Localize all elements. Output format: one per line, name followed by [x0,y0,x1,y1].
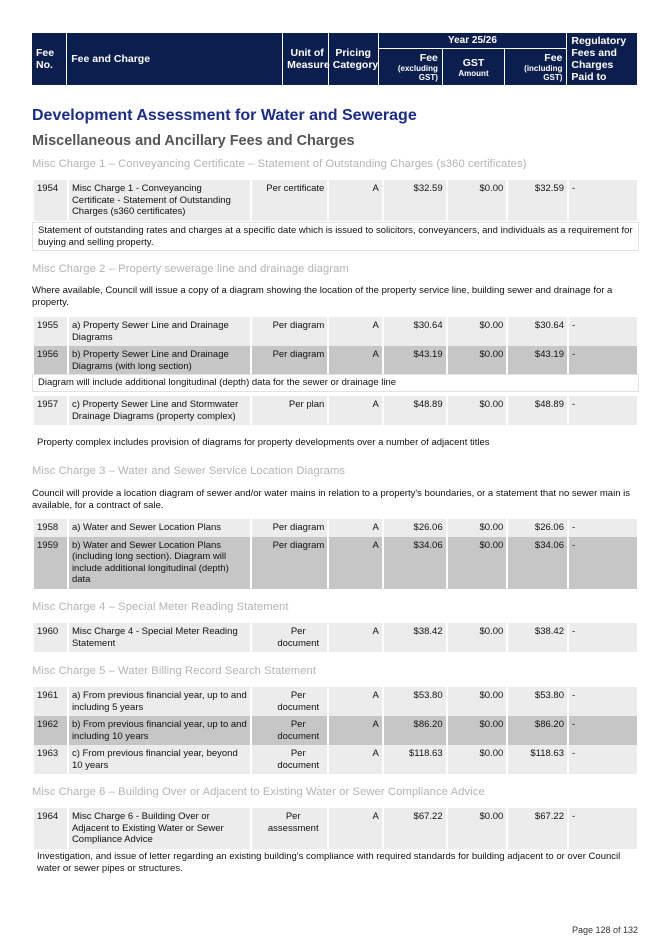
gst-amount: $0.00 [448,396,507,425]
fee-description: a) From previous financial year, up to and including 5 years [69,687,250,716]
regulatory-paid-to: - [569,346,637,375]
fee-excl-gst: $67.22 [384,808,446,849]
fee-description: b) Water and Sewer Location Plans (including long section). Diagram will include additional longitudinal (depth) data [69,537,250,589]
table-row [34,716,637,745]
fee-excl-gst: $26.06 [384,519,446,537]
charge-heading: Misc Charge 4 – Special Meter Reading Statement [32,601,289,613]
header-fee-and-charge: Fee and Charge [67,33,283,86]
fee-table [32,396,639,425]
fee-excl-gst: $32.59 [384,180,446,221]
pricing-category: A [329,808,382,849]
fee-incl-gst: $32.59 [508,180,567,221]
gst-amount: $0.00 [448,537,507,589]
gst-amount: $0.00 [448,687,507,716]
header-gst-label: GST [462,56,485,69]
charge-note: Statement of outstanding rates and charges at a specific date which is issued to solicitors, conveyancers, and individuals as a requirement for buying and selling property. [32,222,639,251]
fee-excl-gst: $48.89 [384,396,446,425]
sub-title: Miscellaneous and Ancillary Fees and Charges [32,133,355,149]
unit-of-measure: Per diagram [252,317,327,346]
fee-excl-gst: $86.20 [384,716,446,745]
fee-incl-gst: $26.06 [508,519,567,537]
unit-of-measure: Per document [252,745,327,774]
fee-excl-gst: $38.42 [384,623,446,652]
fee-description: Misc Charge 1 - Conveyancing Certificate - Statement of Outstanding Charges (s360 certificates) [69,180,250,221]
gst-amount: $0.00 [448,745,507,774]
pricing-category: A [329,745,382,774]
unit-of-measure: Per assessment [252,808,327,849]
fee-number: 1964 [34,808,67,849]
fee-description: a) Water and Sewer Location Plans [69,519,250,537]
unit-of-measure: Per document [252,623,327,652]
fee-incl-gst: $86.20 [508,716,567,745]
fee-number: 1963 [34,745,67,774]
fee-number: 1960 [34,623,67,652]
table-row [34,346,637,375]
unit-of-measure: Per diagram [252,346,327,375]
charge-intro: Where available, Council will issue a copy of a diagram showing the location of the property service line, building sewer and drainage for a property. [32,285,613,308]
header-fee-excl-label: Fee [419,52,438,64]
fee-incl-gst: $43.19 [508,346,567,375]
gst-amount: $0.00 [448,808,507,849]
regulatory-paid-to: - [569,519,637,537]
charge-note: Investigation, and issue of letter regarding an existing building's compliance with required standards for building adjacent to or over Council water or sewer pipes or structures. [37,851,621,874]
fee-excl-gst: $34.06 [384,537,446,589]
fee-incl-gst: $34.06 [508,537,567,589]
pricing-category: A [329,180,382,221]
page-number: Page 128 of 132 [571,925,638,935]
table-row [34,180,637,221]
header-gst-sub: Amount [458,68,489,78]
fee-table-header [31,32,638,86]
fee-description: b) Property Sewer Line and Drainage Diagrams (with long section) [69,346,250,375]
fee-number: 1957 [34,396,67,425]
fee-number: 1959 [34,537,67,589]
header-pricing-category: Pricing Category [328,33,378,86]
fee-description: c) From previous financial year, beyond 10 years [69,745,250,774]
regulatory-paid-to: - [569,687,637,716]
header-year: Year 25/26 [378,33,567,49]
pricing-category: A [329,716,382,745]
pricing-category: A [329,396,382,425]
unit-of-measure: Per diagram [252,519,327,537]
fee-description: Misc Charge 4 - Special Meter Reading Statement [69,623,250,652]
table-row [34,745,637,774]
fee-excl-gst: $118.63 [384,745,446,774]
regulatory-paid-to: - [569,180,637,221]
fee-description: a) Property Sewer Line and Drainage Diagrams [69,317,250,346]
fee-excl-gst: $43.19 [384,346,446,375]
pricing-category: A [329,623,382,652]
fee-excl-gst: $53.80 [384,687,446,716]
pricing-category: A [329,687,382,716]
fee-table [32,317,639,375]
fee-incl-gst: $48.89 [508,396,567,425]
regulatory-paid-to: - [569,808,637,849]
fee-incl-gst: $53.80 [508,687,567,716]
header-fee-incl-sub: (including GST) [524,64,563,82]
table-row [34,317,637,346]
gst-amount: $0.00 [448,346,507,375]
gst-amount: $0.00 [448,519,507,537]
header-fee-excl-sub: (excluding GST) [397,64,438,82]
charge-heading: Misc Charge 5 – Water Billing Record Search Statement [32,665,317,677]
fee-table [32,687,639,774]
charge-note: Property complex includes provision of diagrams for property developments over a number of adjacent titles [37,437,490,448]
table-row [34,396,637,425]
fee-number: 1958 [34,519,67,537]
fee-table [32,180,639,221]
pricing-category: A [329,346,382,375]
header-fee-excl [378,49,442,86]
fee-description: b) From previous financial year, up to and including 10 years [69,716,250,745]
regulatory-paid-to: - [569,745,637,774]
charge-heading: Misc Charge 1 – Conveyancing Certificate – Statement of Outstanding Charges (s360 certificates) [32,158,527,170]
charge-heading: Misc Charge 3 – Water and Sewer Service Location Diagrams [32,465,346,477]
charge-intro: Council will provide a location diagram of sewer and/or water mains in relation to a property's boundaries, or a statement that no sewer main is available, for a contract of sale. [32,488,630,511]
fee-number: 1961 [34,687,67,716]
regulatory-paid-to: - [569,396,637,425]
header-fee-incl [505,49,567,86]
header-unit-of-measure: Unit of Measure [283,33,329,86]
charge-heading: Misc Charge 6 – Building Over or Adjacent to Existing Water or Sewer Compliance Advice [32,786,485,798]
fee-table [32,808,639,849]
fee-incl-gst: $38.42 [508,623,567,652]
fee-description: c) Property Sewer Line and Stormwater Drainage Diagrams (property complex) [69,396,250,425]
table-row [34,808,637,849]
fee-number: 1962 [34,716,67,745]
unit-of-measure: Per certificate [252,180,327,221]
header-gst [442,49,504,86]
gst-amount: $0.00 [448,716,507,745]
regulatory-paid-to: - [569,716,637,745]
fee-number: 1955 [34,317,67,346]
header-fee-incl-label: Fee [544,52,563,64]
pricing-category: A [329,537,382,589]
regulatory-paid-to: - [569,623,637,652]
header-regulatory: Regulatory Fees and Charges Paid to [567,33,638,86]
charge-heading: Misc Charge 2 – Property sewerage line and drainage diagram [32,263,349,275]
regulatory-paid-to: - [569,317,637,346]
fee-description: Misc Charge 6 - Building Over or Adjacent to Existing Water or Sewer Compliance Advice [69,808,250,849]
gst-amount: $0.00 [448,623,507,652]
pricing-category: A [329,317,382,346]
unit-of-measure: Per diagram [252,537,327,589]
unit-of-measure: Per plan [252,396,327,425]
header-fee-no: Fee No. [32,33,67,86]
table-row [34,537,637,589]
fee-incl-gst: $118.63 [508,745,567,774]
unit-of-measure: Per document [252,687,327,716]
gst-amount: $0.00 [448,317,507,346]
fee-incl-gst: $30.64 [508,317,567,346]
pricing-category: A [329,519,382,537]
regulatory-paid-to: - [569,537,637,589]
table-row [34,623,637,652]
gst-amount: $0.00 [448,180,507,221]
table-row [34,519,637,537]
charge-note: Diagram will include additional longitudinal (depth) data for the sewer or drainage line [32,374,639,392]
fee-number: 1956 [34,346,67,375]
fee-excl-gst: $30.64 [384,317,446,346]
fee-incl-gst: $67.22 [508,808,567,849]
unit-of-measure: Per document [252,716,327,745]
fee-number: 1954 [34,180,67,221]
table-row [34,687,637,716]
fee-table [32,623,639,652]
fee-table [32,519,639,589]
section-title: Development Assessment for Water and Sewerage [32,107,417,124]
